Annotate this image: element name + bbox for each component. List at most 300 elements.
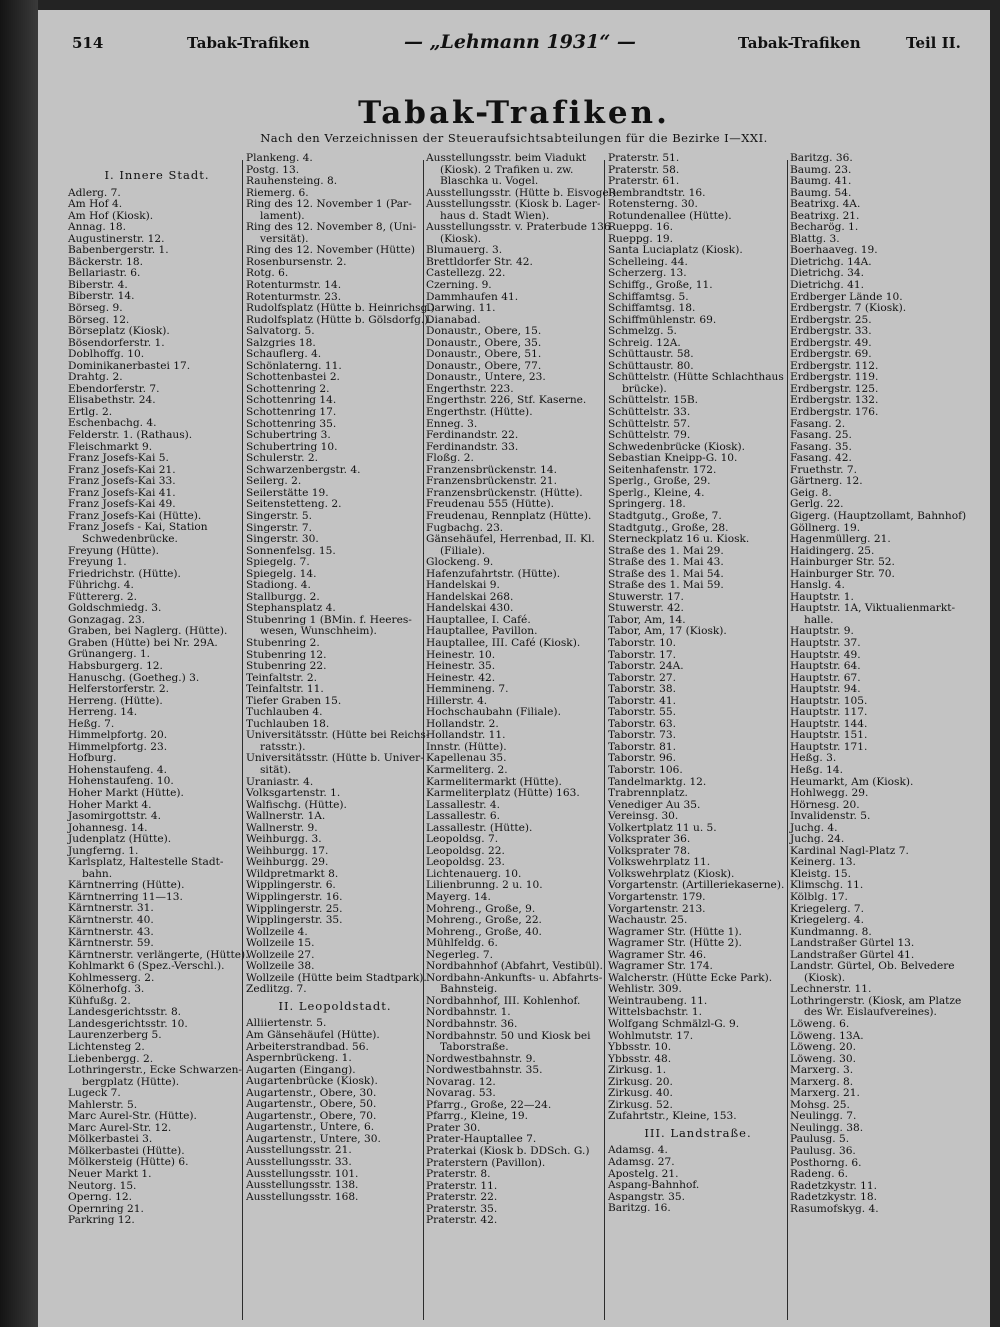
listing-entry: Rueppg. 19. <box>608 232 673 245</box>
listing-entry: Goldschmiedg. 3. <box>68 602 162 615</box>
listing-entry: Ring des 12. November 8, (Uni- <box>246 221 417 234</box>
listing-entry: Erdbergstr. 119. <box>790 371 879 384</box>
listing-entry: Augartenstr., Untere, 30. <box>246 1132 381 1145</box>
listing-entry: Biberstr. 4. <box>68 278 128 291</box>
listing-entry: Freyung (Hütte). <box>68 544 159 557</box>
listing-entry: Kardinal Nagl-Platz 7. <box>790 844 909 857</box>
listing-entry: Schreig. 12A. <box>608 336 681 349</box>
listing-entry: Mohreng., Große, 40. <box>426 925 542 938</box>
listing-entry: Lassallestr. 4. <box>426 798 501 811</box>
listing-entry: Schüttaustr. 80. <box>608 359 694 372</box>
listing-entry: Landstraßer Gürtel 41. <box>790 948 915 961</box>
listing-entry: Praterstr. 42. <box>426 1214 498 1227</box>
listing-entry: Heinestr. 35. <box>426 660 496 673</box>
listing-entry: Löweng. 20. <box>790 1041 856 1054</box>
listing-entry: Freyung 1. <box>68 556 127 569</box>
listing-entry: Babenbergerstr. 1. <box>68 244 169 257</box>
listing-entry: Führichg. 4. <box>68 579 134 592</box>
listing-entry: Stadtgutg., Große, 7. <box>608 509 722 522</box>
listing-entry: Wollzeile 38. <box>246 960 315 973</box>
listing-entry: Donaustr., Obere, 77. <box>426 359 542 372</box>
listing-entry: Franz Josefs-Kai (Hütte). <box>68 509 202 522</box>
listing-entry: Darwing. 11. <box>426 302 496 315</box>
listing-entry: Heßg. 3. <box>790 752 837 765</box>
listing-entry: Nordwestbahnstr. 35. <box>426 1064 543 1077</box>
listing-entry: Mölkerbastei (Hütte). <box>68 1144 185 1157</box>
listing-entry: Stadtgutg., Große, 28. <box>608 521 729 534</box>
listing-entry: Hofburg. <box>68 752 117 765</box>
listing-entry: Kärntnerstr. 40. <box>68 914 154 926</box>
listing-entry: Rudolfsplatz (Hütte b. Heinrichsg.) <box>246 302 435 315</box>
listing-entry: Vorgartenstr. 213. <box>608 902 706 915</box>
listing-entry: Ybbsstr. 10. <box>608 1041 672 1054</box>
listing-entry: Brettldorfer Str. 42. <box>426 255 533 268</box>
listing-entry: Karmelitermarkt (Hütte). <box>426 775 562 788</box>
listing-entry: Posthorng. 6. <box>790 1156 862 1169</box>
listing-entry: Schwedenbrücke (Kiosk). <box>608 440 746 453</box>
listing-entry: Schmelzg. 5. <box>608 325 677 338</box>
listing-entry: Hauptstr. 67. <box>790 671 861 684</box>
listing-entry: Marxerg. 8. <box>790 1075 854 1088</box>
header-part: Teil II. <box>906 34 961 52</box>
listing-entry: Weihburgg. 29. <box>246 856 329 869</box>
listing-entry: Augartenstr., Obere, 30. <box>246 1086 377 1099</box>
listing-entry: Rueppg. 16. <box>608 221 673 234</box>
listing-entry: Löweng. 30. <box>790 1052 856 1065</box>
listing-entry: Zirkusg. 20. <box>608 1075 673 1088</box>
listing-entry: Baumg. 23. <box>790 163 852 176</box>
listing-entry: Weintraubeng. 11. <box>608 994 708 1007</box>
listing-entry: Vorgartenstr. (Artilleriekaserne). <box>608 879 785 892</box>
listing-entry: Stadiong. 4. <box>246 579 311 592</box>
listing-entry: Ebendorferstr. 7. <box>68 382 160 395</box>
listing-entry: Kölnerhofg. 3. <box>68 983 145 996</box>
listing-entry: Franz Josefs-Kai 21. <box>68 463 176 476</box>
listing-entry: Blumauerg. 3. <box>426 244 503 257</box>
listing-entry: Santa Luciaplatz (Kiosk). <box>608 244 743 257</box>
listing-entry: Praterstr. 8. <box>426 1168 491 1181</box>
listing-entry: Landesgerichtsstr. 8. <box>68 1006 182 1019</box>
listing-entry: Leopoldsg. 22. <box>426 844 505 857</box>
listing-entry: Himmelpfortg. 20. <box>68 729 168 742</box>
listing-entry: Ring des 12. November 1 (Par- <box>246 198 412 211</box>
listing-entry: sität). <box>260 763 292 776</box>
listing-entry: Kriegelerg. 7. <box>790 902 865 915</box>
listing-entry: Pfarrg., Kleine, 19. <box>426 1110 529 1123</box>
listing-entry: Franzensbrückenstr. 21. <box>426 475 557 488</box>
listing-entry: Schottenring 35. <box>246 417 337 430</box>
listing-entry: Taborstr. 63. <box>608 717 676 730</box>
listing-entry: Enneg. 3. <box>426 417 478 430</box>
listing-entry: Erdbergstr. 112. <box>790 359 879 372</box>
listing-entry: Hemmineng. 7. <box>426 683 509 696</box>
listing-entry: Laurenzerberg 5. <box>68 1029 162 1042</box>
listing-entry: Erdbergstr. 25. <box>790 313 872 326</box>
listing-entry: Paulusg. 5. <box>790 1133 850 1146</box>
listing-entry: Rotenturmstr. 23. <box>246 290 342 303</box>
listing-entry: Mühlfeldg. 6. <box>426 937 498 950</box>
listing-entry: Hafenzufahrtstr. (Hütte). <box>426 567 561 580</box>
listing-entry: Gigerg. (Hauptzollamt, Bahnhof) <box>790 509 967 522</box>
listing-entry: Radeng. 6. <box>790 1168 849 1181</box>
listing-entry: Salvatorg. 5. <box>246 325 315 338</box>
header-left-title: Tabak-Trafiken <box>187 34 310 52</box>
listing-entry: Straße des 1. Mai 43. <box>608 556 724 569</box>
listing-entry: Stallburgg. 2. <box>246 590 320 603</box>
listing-entry: Sperlg., Kleine, 4. <box>608 486 705 499</box>
listing-entry: Trabrennplatz. <box>608 787 688 800</box>
listing-entry: Fugbachg. 23. <box>426 521 504 534</box>
listing-entry: Freudenau, Rennplatz (Hütte). <box>426 509 592 522</box>
listing-entry: halle. <box>804 613 834 626</box>
listing-entry: Wagramer Str. 174. <box>608 960 713 973</box>
listing-entry: Landstr. Gürtel, Ob. Belvedere <box>790 960 955 973</box>
listing-entry: Ausstellungsstr. 168. <box>246 1190 359 1203</box>
listing-entry: Boerhaaveg. 19. <box>790 244 878 257</box>
listing-entry: Taborstr. 17. <box>608 648 676 661</box>
listing-entry: Jungferng. 1. <box>68 844 139 857</box>
listing-entry: Landstraßer Gürtel 13. <box>790 937 915 950</box>
listing-entry: Hoher Markt (Hütte). <box>68 786 184 799</box>
listing-entry: Taborstr. 41. <box>608 694 676 707</box>
listing-entry: Hauptstr. 64. <box>790 660 861 673</box>
listing-entry: Fasang. 42. <box>790 452 852 465</box>
listing-entry: Stubenring 22. <box>246 660 327 673</box>
listing-entry: Nordbahnhof (Abfahrt, Vestibül). <box>426 960 603 973</box>
listing-entry: Aspernbrückeng. 1. <box>246 1052 352 1065</box>
listing-entry: Mölkerbastei 3. <box>68 1133 153 1146</box>
listing-entry: Praterstr. 11. <box>426 1179 498 1192</box>
listing-entry: Dammhaufen 41. <box>426 290 519 303</box>
listing-entry: Springerg. 18. <box>608 498 686 511</box>
listing-entry: Mohreng., Große, 9. <box>426 902 536 915</box>
listing-entry: Schiffg., Große, 11. <box>608 279 713 292</box>
listing-entry: Kärntnerstr. verlängerte, (Hütte). <box>68 948 249 961</box>
listing-entry: Apostelg. 21. <box>608 1167 679 1180</box>
listing-entry: Hanslg. 4. <box>790 579 845 592</box>
listing-entry: Franzensbrückenstr. 14. <box>426 463 557 476</box>
listing-entry: Eschenbachg. 4. <box>68 417 157 430</box>
listing-entry: Invalidenstr. 5. <box>790 810 871 823</box>
listing-entry: Hainburger Str. 52. <box>790 556 895 569</box>
listing-entry: Graben (Hütte) bei Nr. 29A. <box>68 636 218 649</box>
page-number: 514 <box>72 34 104 52</box>
listing-entry: Ausstellungsstr. 21. <box>246 1144 352 1157</box>
listing-entry: Ybbsstr. 48. <box>608 1052 672 1065</box>
listing-entry: Franz Josefs-Kai 33. <box>68 475 176 488</box>
listing-entry: Stuwerstr. 17. <box>608 590 684 603</box>
listing-entry: Geig. 8. <box>790 486 832 499</box>
listing-entry: Universitätsstr. (Hütte b. Univer- <box>246 752 424 765</box>
listing-entry: Mölkersteig (Hütte) 6. <box>68 1156 189 1169</box>
listing-entry: Ausstellungsstr. 138. <box>246 1179 359 1192</box>
listing-entry: Negerleg. 7. <box>426 948 493 961</box>
listing-entry: Schulerstr. 2. <box>246 452 318 465</box>
listing-entry: Kühfußg. 2. <box>68 994 131 1007</box>
listing-entry: Mahlerstr. 5. <box>68 1098 138 1111</box>
listing-entry: Praterstr. 35. <box>426 1202 498 1215</box>
listing-entry: Becharög. 1. <box>790 221 859 234</box>
listing-entry: Salzgries 18. <box>246 336 316 349</box>
listing-entry: Donaustr., Obere, 35. <box>426 336 542 349</box>
listing-entry: Drahtg. 2. <box>68 371 123 384</box>
listing-entry: Schottenring 14. <box>246 394 337 407</box>
listing-entry: Ausstellungsstr. 101. <box>246 1167 359 1180</box>
listing-entry: Parkring 12. <box>68 1214 135 1227</box>
listing-entry: Ferdinandstr. 22. <box>426 429 519 442</box>
listing-entry: Habsburgerg. 12. <box>68 659 163 672</box>
listing-entry: Weihburgg. 3. <box>246 833 322 846</box>
listing-entry: Seitenhafenstr. 172. <box>608 463 717 476</box>
listing-entry: Fasang. 35. <box>790 440 852 453</box>
listing-entry: Wipplingerstr. 6. <box>246 879 336 892</box>
listing-entry: Volkertplatz 11 u. 5. <box>608 821 717 834</box>
listing-entry: Volksprater 78. <box>608 844 691 857</box>
listing-entry: Nordwestbahnstr. 9. <box>426 1052 536 1065</box>
listing-entry: Franz Josefs-Kai 41. <box>68 486 176 499</box>
listing-entry: Augartenstr., Obere, 70. <box>246 1109 377 1122</box>
listing-entry: Praterstr. 22. <box>426 1191 498 1204</box>
listing-entry: Seilerstätte 19. <box>246 486 329 499</box>
listing-entry: (Kiosk). <box>440 232 482 245</box>
listing-entry: Heßg. 7. <box>68 717 115 730</box>
listing-entry: Hauptstr. 49. <box>790 648 861 661</box>
listing-entry: Leopoldsg. 23. <box>426 856 505 869</box>
listing-entry: Zirkusg. 1. <box>608 1064 667 1077</box>
listing-entry: Marc Aurel-Str. 12. <box>68 1121 172 1134</box>
listing-entry: (Kiosk). 2 Trafiken u. zw. <box>440 163 574 176</box>
listing-entry: Wildpretmarkt 8. <box>246 867 339 880</box>
listing-entry: Herreng. 14. <box>68 706 138 719</box>
listing-entry: ratsstr.). <box>260 740 306 753</box>
listing-entry: Heumarkt, Am (Kiosk). <box>790 775 914 788</box>
listing-entry: Praterstr. 58. <box>608 163 680 176</box>
listing-entry: Heinestr. 10. <box>426 648 496 661</box>
listing-entry: Floßg. 2. <box>426 452 474 465</box>
listing-entry: Heßg. 14. <box>790 763 843 776</box>
listing-entry: Tandelmarktg. 12. <box>608 775 707 788</box>
listing-entry: Dietrichg. 41. <box>790 279 864 292</box>
listing-entry: Castellezg. 22. <box>426 267 506 280</box>
listing-entry: Volksprater 36. <box>608 833 691 846</box>
listing-entry: Wagramer Str. 46. <box>608 948 707 961</box>
listing-entry: Tabor, Am, 17 (Kiosk). <box>608 625 727 638</box>
listing-entry: Stubenring 1 (BMin. f. Heeres- <box>246 613 412 626</box>
listing-entry: Handelskai 430. <box>426 602 514 615</box>
listing-entry: Ausstellungsstr. (Hütte b. Eisvogel). <box>426 186 620 199</box>
listing-entry: Czerning. 9. <box>426 279 492 292</box>
listing-entry: Baritzg. 16. <box>608 1202 671 1215</box>
listing-entry: Singerstr. 30. <box>246 533 319 546</box>
listing-entry: Lothringerstr. (Kiosk, am Platze <box>790 994 962 1007</box>
listing-entry: Straße des 1. Mai 54. <box>608 567 724 580</box>
listing-entry: Kärntnerring 11—13. <box>68 890 183 903</box>
listing-entry: Nordbahnstr. 36. <box>426 1018 518 1031</box>
listing-entry: Jasomirgottstr. 4. <box>68 810 161 823</box>
listing-entry: Praterstr. 61. <box>608 175 680 188</box>
listing-entry: Augartenstr., Obere, 50. <box>246 1098 377 1111</box>
column-3 <box>426 152 620 1227</box>
listing-entry: Nordbahn-Ankunfts- u. Abfahrts- <box>426 971 603 984</box>
listing-entry: Bellariastr. 6. <box>68 267 141 280</box>
listing-entry: Beatrixg. 21. <box>790 209 860 222</box>
listing-entry: Teinfaltstr. 11. <box>246 683 324 696</box>
listing-entry: Innstr. (Hütte). <box>426 740 507 753</box>
listing-entry: Hauptstr. 9. <box>790 625 854 638</box>
listing-entry: Hauptstr. 105. <box>790 694 868 707</box>
listing-entry: Kundmanng. 8. <box>790 925 872 938</box>
listing-entry: Ausstellungsstr. (Kiosk b. Lager- <box>426 198 601 211</box>
listing-entry: Hochschaubahn (Filiale). <box>426 706 561 719</box>
listing-entry: Rotundenallee (Hütte). <box>608 209 732 222</box>
listing-entry: Marc Aurel-Str. (Hütte). <box>68 1110 197 1123</box>
listing-entry: Biberstr. 14. <box>68 290 135 303</box>
listing-entry: Spiegelg. 7. <box>246 556 310 569</box>
listing-entry: Stuwerstr. 42. <box>608 602 684 615</box>
listing-entry: Teinfaltstr. 2. <box>246 671 318 684</box>
listing-entry: Adamsg. 27. <box>608 1156 675 1169</box>
listing-entry: Bösendorferstr. 1. <box>68 336 165 349</box>
listing-entry: Fasang. 2. <box>790 417 846 430</box>
listing-entry: Taborstr. 106. <box>608 763 683 776</box>
listing-entry: Alliiertenstr. 5. <box>246 1017 327 1030</box>
listing-entry: Liebenbergg. 2. <box>68 1052 154 1065</box>
listing-entry: Radetzkystr. 11. <box>790 1179 878 1192</box>
listing-entry: Postg. 13. <box>246 163 300 176</box>
listing-entry: Taborstr. 81. <box>608 740 676 753</box>
listing-entry: Tuchlauben 4. <box>246 706 323 719</box>
listing-entry: Donaustr., Obere, 15. <box>426 325 542 338</box>
listing-entry: Am Hof (Kiosk). <box>68 209 154 222</box>
listing-entry: Singerstr. 7. <box>246 521 313 534</box>
listing-entry: Karmeliterplatz (Hütte) 163. <box>426 787 580 800</box>
listing-entry: Lassallestr. 6. <box>426 810 501 823</box>
listing-entry: Wipplingerstr. 35. <box>246 914 343 927</box>
listing-entry: Wipplingerstr. 16. <box>246 891 343 903</box>
listing-entry: Johannesg. 14. <box>68 821 148 834</box>
listing-entry: Donaustr., Obere, 51. <box>426 348 542 361</box>
listing-entry: Blaschka u. Vogel. <box>440 175 539 188</box>
listing-entry: Neutorg. 15. <box>68 1179 137 1192</box>
listing-entry: Franz Josefs - Kai, Station <box>68 521 208 534</box>
listing-entry: Opernring 21. <box>68 1202 144 1215</box>
listing-entry: Rembrandtstr. 16. <box>608 186 706 199</box>
listing-entry: Mohreng., Große, 22. <box>426 914 542 927</box>
listing-entry: Kriegelerg. 4. <box>790 914 865 927</box>
listing-entry: Praterkai (Kiosk b. DDSch. G.) <box>426 1145 590 1158</box>
column-1 <box>68 165 249 1227</box>
listing-entry: Taborstr. 10. <box>608 636 676 649</box>
listing-entry: Wagramer Str. (Hütte 1). <box>608 925 742 938</box>
listing-entry: Neuer Markt 1. <box>68 1168 152 1181</box>
listing-entry: Schönlaterng. 11. <box>246 359 342 372</box>
listing-entry: Bäckerstr. 18. <box>68 255 143 268</box>
listing-entry: Ausstellungsstr. beim Viadukt <box>426 152 587 164</box>
listing-entry: Praterstern (Pavillon). <box>426 1156 546 1169</box>
listing-entry: Radetzkystr. 18. <box>790 1191 878 1204</box>
listing-entry: Wagramer Str. (Hütte 2). <box>608 937 742 950</box>
listing-entry: Donaustr., Untere, 23. <box>426 371 546 384</box>
listing-entry: Kohlmesserg. 2. <box>68 971 155 984</box>
listing-entry: Himmelpfortg. 23. <box>68 740 168 753</box>
listing-entry: Praterstr. 51. <box>608 152 680 164</box>
listing-entry: Walfischg. (Hütte). <box>246 798 347 811</box>
listing-entry: Hanuschg. (Goetheg.) 3. <box>68 671 200 684</box>
listing-entry: Straße des 1. Mai 59. <box>608 579 724 592</box>
listing-entry: Augustinerstr. 12. <box>68 232 165 245</box>
listing-entry: Schüttelstr. 57. <box>608 417 691 430</box>
listing-entry: Bahnsteig. <box>440 983 498 996</box>
listing-entry: Rotenturmstr. 14. <box>246 279 342 292</box>
listing-entry: Baumg. 41. <box>790 175 852 188</box>
listing-entry: Juchg. 4. <box>790 821 838 834</box>
listing-entry: Wollzeile (Hütte beim Stadtpark). <box>246 971 427 984</box>
listing-entry: Neulingg. 7. <box>790 1110 857 1123</box>
listing-entry: Hohenstaufeng. 10. <box>68 775 174 788</box>
listing-entry: Engerthstr. 226, Stf. Kaserne. <box>426 394 587 407</box>
listing-entry: Walcherstr. (Hütte Ecke Park). <box>608 971 773 984</box>
listing-entry: Fleischmarkt 9. <box>68 440 153 453</box>
listing-entry: Stubenring 2. <box>246 636 320 649</box>
listing-entry: Börseg. 9. <box>68 302 123 315</box>
listing-entry: Augartenbrücke (Kiosk). <box>246 1075 378 1088</box>
listing-entry: Elisabethstr. 24. <box>68 394 156 407</box>
listing-entry: Gänsehäufel, Herrenbad, II. Kl. <box>426 533 595 546</box>
listing-entry: bergplatz (Hütte). <box>82 1075 180 1088</box>
listing-entry: Lassallestr. (Hütte). <box>426 821 533 834</box>
listing-entry: Hagenmüllerg. 21. <box>790 533 891 546</box>
listing-entry: Fasang. 25. <box>790 429 852 442</box>
listing-entry: Nordbahnhof, III. Kohlenhof. <box>426 994 581 1007</box>
listing-entry: Engerthstr. 223. <box>426 382 514 395</box>
listing-entry: Riemerg. 6. <box>246 186 309 199</box>
column-4 <box>608 153 788 1215</box>
listing-entry: Wallnerstr. 1A. <box>246 810 326 823</box>
listing-entry: Arbeiterstrandbad. 56. <box>246 1040 369 1053</box>
district-heading: III. Landstraße. <box>644 1125 752 1140</box>
listing-entry: Schüttelstr. 15B. <box>608 394 698 407</box>
listing-entry: Doblhoffg. 10. <box>68 348 145 361</box>
listing-entry: Hollandstr. 11. <box>426 729 506 742</box>
listing-entry: Operng. 12. <box>68 1191 132 1204</box>
listing-entry: Sonnenfelsg. 15. <box>246 544 336 557</box>
listing-entry: Haidingerg. 25. <box>790 544 875 557</box>
listing-entry: Wollzeile 27. <box>246 948 315 961</box>
listing-entry: Vereinsg. 30. <box>608 810 679 823</box>
listing-entry: (Kiosk). <box>804 971 846 984</box>
listing-entry: Hoher Markt 4. <box>68 798 152 811</box>
listing-entry: Schüttelstr. 79. <box>608 429 691 442</box>
listing-entry: des Wr. Eislaufvereines). <box>804 1006 937 1019</box>
listing-entry: Schottenbastei 2. <box>246 371 340 384</box>
listing-entry: Am Hof 4. <box>68 198 123 211</box>
listing-entry: Franz Josefs-Kai 49. <box>68 498 176 511</box>
listing-entry: Nordbahnstr. 50 und Kiosk bei <box>426 1029 591 1042</box>
listing-entry: Rudolfsplatz (Hütte b. Gölsdorfg.). <box>246 313 432 326</box>
listing-entry: Hauptstr. 117. <box>790 706 868 719</box>
listing-entry: Franzensbrückenstr. (Hütte). <box>426 486 583 499</box>
listing-entry: Hollandstr. 2. <box>426 717 499 730</box>
listing-entry: Helferstorferstr. 2. <box>68 683 169 696</box>
listing-entry: Schubertring 3. <box>246 429 331 442</box>
listing-entry: Erdbergstr. 125. <box>790 382 879 395</box>
listing-entry: Taborstr. 73. <box>608 729 676 742</box>
listing-entry: Volkswehrplatz (Kiosk). <box>608 867 735 880</box>
listing-entry: Taborstraße. <box>440 1041 509 1054</box>
listing-entry: Löweng. 13A. <box>790 1029 864 1042</box>
listing-entry: Rotensterng. 30. <box>608 198 698 211</box>
listing-entry: Hauptstr. 1. <box>790 590 854 603</box>
